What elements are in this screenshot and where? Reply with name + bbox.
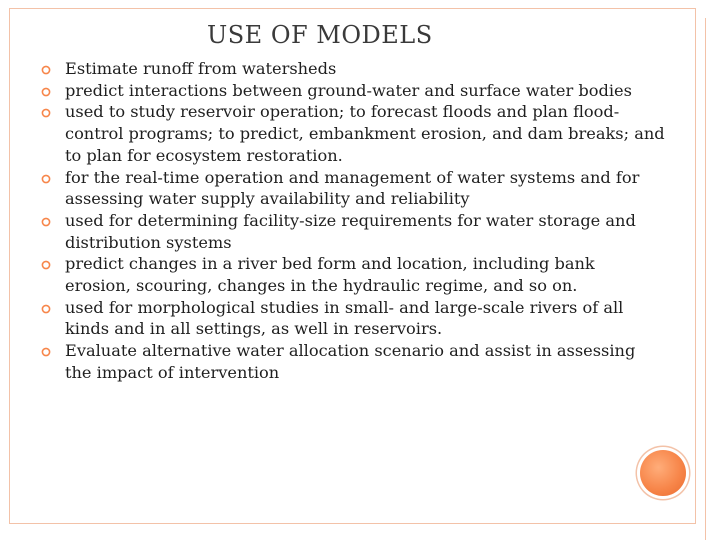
list-item-text: Estimate runoff from watersheds (65, 59, 337, 78)
list-item-text: used for determining facility-size requirements for water storage and distribution systems (65, 210, 636, 252)
ring-bullet-icon (41, 347, 51, 357)
list-item (0, 101, 665, 166)
ring-bullet-icon (41, 304, 51, 314)
bullet-list (0, 58, 700, 384)
ring-bullet-icon (41, 65, 51, 75)
ring-bullet-icon (41, 87, 51, 97)
list-item (0, 80, 665, 102)
list-item-text: Evaluate alternative water allocation scenario and assist in assessing the impact of intervention (65, 341, 636, 382)
list-item-text: used to study reservoir operation; to forecast floods and plan flood-control programs; to predict, embankment erosion, and dam breaks; and to plan for ecosystem restoration. (65, 102, 665, 165)
orange-orb-decoration (640, 450, 686, 496)
list-item-text: used for morphological studies in small- and large-scale rivers of all kinds and in all settings, as well in reservoirs. (65, 297, 624, 339)
slide-title: USE OF MODELS (207, 21, 433, 49)
ring-bullet-icon (41, 108, 51, 118)
list-item (0, 340, 665, 383)
list-item (0, 58, 665, 80)
list-item (0, 297, 665, 340)
list-item (0, 210, 665, 253)
list-item (0, 167, 665, 210)
ring-bullet-icon (41, 217, 51, 227)
ring-bullet-icon (41, 174, 51, 184)
list-item-text: predict interactions between ground-water and surface water bodies (65, 80, 632, 100)
list-item-text: for the real-time operation and management of water systems and for assessing water supply availability and reliability (65, 167, 640, 209)
right-accent-line (705, 18, 706, 540)
list-item-text: predict changes in a river bed form and location, including bank erosion, scouring, changes in the hydraulic regime, and so on. (65, 254, 595, 296)
ring-bullet-icon (41, 260, 51, 270)
list-item (0, 253, 665, 296)
